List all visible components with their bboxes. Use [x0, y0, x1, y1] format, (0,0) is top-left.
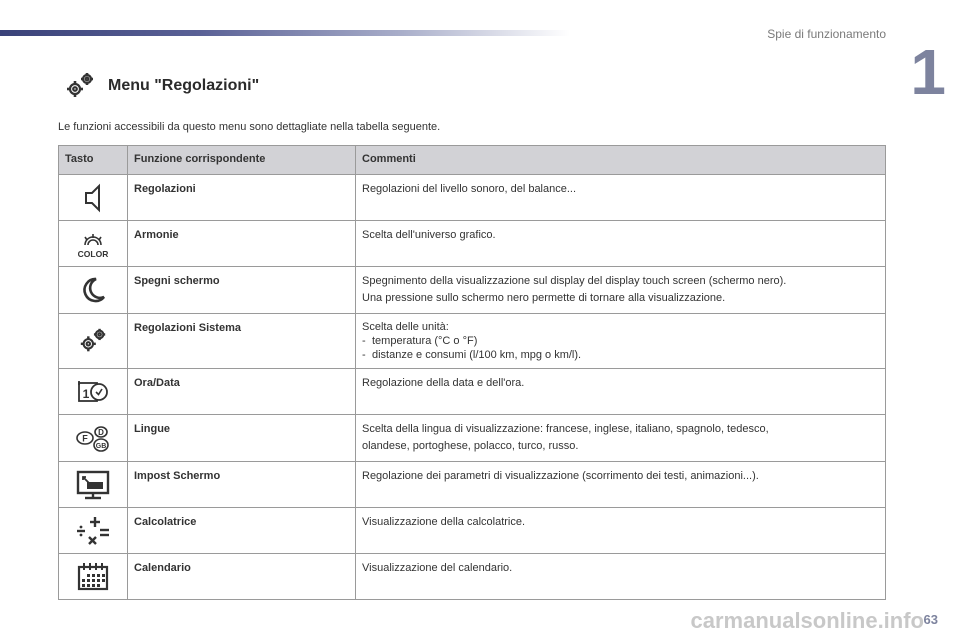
function-name: Impost Schermo [128, 462, 356, 508]
comment-cell [356, 314, 886, 369]
icon-cell [59, 508, 128, 554]
function-name: Regolazioni Sistema [128, 314, 356, 369]
table-row [59, 314, 886, 369]
gears-icon [64, 70, 96, 102]
function-name: Spegni schermo [128, 267, 356, 314]
chapter-number: 1 [910, 36, 944, 108]
clock-calendar-icon [76, 377, 110, 407]
comment-line: Scelta delle unità: [362, 321, 449, 333]
icon-cell [59, 554, 128, 600]
comment-cell [356, 369, 886, 415]
table-row [59, 554, 886, 600]
comment-cell [356, 267, 886, 314]
table-row [59, 508, 886, 554]
comment-line: Scelta della lingua di visualizzazione: francese, inglese, italiano, spagnolo, tedesco, [362, 423, 769, 435]
language-icon [73, 422, 113, 454]
function-name: Armonie [128, 221, 356, 267]
comment-cell [356, 462, 886, 508]
gears-icon [78, 326, 108, 356]
comment-cell [356, 175, 886, 221]
language-label-gb: GB [95, 443, 107, 450]
color-icon-label: COLOR [77, 248, 109, 259]
icon-cell [59, 314, 128, 369]
menu-title: Menu "Regolazioni" [108, 77, 260, 94]
settings-table [58, 145, 886, 600]
comment-line: olandese, portoghese, polacco, turco, russo. [362, 440, 579, 452]
icon-cell [59, 462, 128, 508]
function-name: Regolazioni [128, 175, 356, 221]
table-row [59, 175, 886, 221]
section-label: Spie di funzionamento [767, 27, 886, 41]
comment-line: Visualizzazione del calendario. [362, 562, 513, 574]
language-label-f: F [82, 433, 88, 444]
icon-cell [59, 369, 128, 415]
menu-heading [64, 70, 259, 102]
comment-cell [356, 554, 886, 600]
units-list [362, 334, 879, 362]
comment-line: Regolazione dei parametri di visualizzazione (scorrimento dei testi, animazioni...). [362, 470, 759, 482]
function-name: Calcolatrice [128, 508, 356, 554]
screen-settings-icon [75, 469, 111, 501]
column-header-comments: Commenti [356, 146, 886, 175]
clock-calendar-day: 1 [82, 386, 90, 401]
language-label-d: D [98, 428, 104, 437]
page-number: 63 [923, 612, 938, 627]
comment-line: Spegnimento della visualizzazione sul display del display touch screen (schermo nero). [362, 275, 787, 287]
color-icon [73, 229, 113, 259]
function-name: Lingue [128, 415, 356, 462]
header-accent-bar [0, 30, 570, 36]
function-name: Calendario [128, 554, 356, 600]
function-name: Ora/Data [128, 369, 356, 415]
list-item: - temperatura (°C o °F) [362, 334, 879, 348]
comment-line: Una pressione sullo schermo nero permette di tornare alla visualizzazione. [362, 292, 726, 304]
table-row [59, 462, 886, 508]
comment-line: Regolazioni del livello sonoro, del balance... [362, 183, 577, 195]
calendar-icon [75, 561, 111, 593]
column-header-function: Funzione corrispondente [128, 146, 356, 175]
calculator-icon [73, 514, 113, 548]
comment-cell [356, 415, 886, 462]
intro-text: Le funzioni accessibili da questo menu sono dettagliate nella tabella seguente. [58, 121, 441, 133]
comment-line: Scelta dell'universo grafico. [362, 229, 496, 241]
table-header-row [59, 146, 886, 175]
comment-line: Regolazione della data e dell'ora. [362, 377, 525, 389]
column-header-key: Tasto [59, 146, 128, 175]
comment-cell [356, 221, 886, 267]
icon-cell [59, 175, 128, 221]
icon-cell [59, 415, 128, 462]
comment-line: Visualizzazione della calcolatrice. [362, 516, 526, 528]
moon-icon [79, 275, 107, 305]
watermark: carmanualsonline.info [690, 608, 924, 633]
speaker-icon [81, 183, 105, 213]
icon-cell [59, 267, 128, 314]
table-row [59, 267, 886, 314]
icon-cell [59, 221, 128, 267]
list-item: - distanze e consumi (l/100 km, mpg o km/l). [362, 348, 879, 362]
comment-cell [356, 508, 886, 554]
table-row [59, 369, 886, 415]
table-row [59, 221, 886, 267]
table-row [59, 415, 886, 462]
